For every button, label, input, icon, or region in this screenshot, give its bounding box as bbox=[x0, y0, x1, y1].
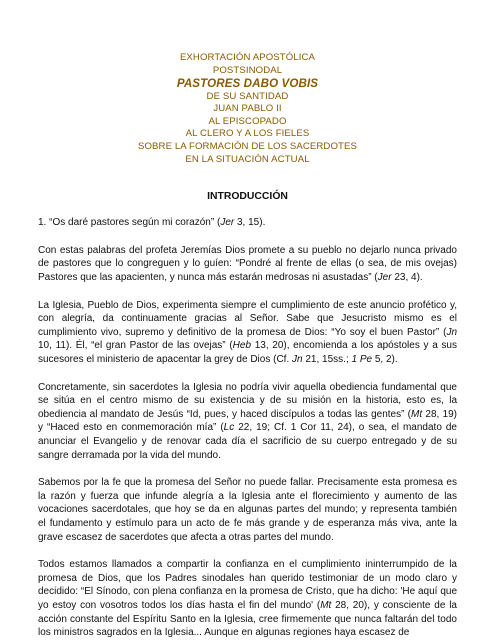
paragraph-4 bbox=[38, 381, 457, 463]
p6-text-a: Todos estamos llamados a compartir la confianza en el cumplimiento ininterrumpido de la promesa de Dios, que los Padres sinodales han querido testimoniar de un modo claro y decidido: “El Sínodo, con plena confianza en la promesa de Cristo, que ha dicho: 'He aquí que yo estoy con vosotros todos los días hasta el fin del mundo' ( bbox=[38, 559, 457, 611]
p2-text-a: Con estas palabras del profeta Jeremías Dios promete a su pueblo no dejarlo nunca privado de pastores que lo congreguen y lo guíen: “Pondré al frente de ellas (o sea, de mis ovejas) Pastores que las apacienten, y nunca más estarán medrosas ni asustadas” ( bbox=[38, 244, 457, 284]
p3-text-d: 21, 15ss.; bbox=[302, 354, 352, 365]
paragraph-2 bbox=[38, 244, 457, 285]
header-line-postsinodal: POSTSINODAL bbox=[212, 64, 283, 76]
p1-text-b: 3, 15). bbox=[234, 217, 266, 229]
header-line-exhortation: EXHORTACIÓN APOSTÓLICA bbox=[179, 52, 316, 63]
p3-ref-1pe: 1 Pe bbox=[351, 354, 373, 365]
p6-text-b: 28, 20), y consciente de la acción constante del Espíritu Santo en la Iglesia, cree firmemente que nunca faltarán del todo los ministros sagrados en la Iglesia... Aunque en algunas regiones haya escasez de bbox=[38, 599, 457, 639]
p4-ref-mt: Mt bbox=[411, 408, 423, 420]
header-line-clero: AL CLERO Y A LOS FIELES bbox=[185, 128, 310, 140]
p2-text-b: 23, 4). bbox=[391, 272, 423, 284]
p3-ref-heb: Heb bbox=[232, 340, 252, 352]
p6-ref-mt: Mt bbox=[320, 599, 332, 611]
p3-text-b: 10, 11). Él, “el gran Pastor de las ovejas” ( bbox=[38, 340, 233, 352]
p1-text-a: 1. “Os daré pastores según mi corazón” ( bbox=[38, 217, 221, 229]
document-header bbox=[38, 52, 457, 166]
p3-ref-jn-21: Jn bbox=[292, 354, 303, 365]
p5-text-a: Sabemos por la fe que la promesa del Señor no puede fallar. Precisamente esta promesa es la razón y fuerza que infunde alegría a la Iglesia ante el florecimiento y aumento de las vocaciones sacerdotales, que hoy se da en algunas partes del mundo; y representa también el fundamento y estímulo para un acto de fe más grande y de esperanza más viva, ante la grave escasez de sacerdotes que afecta a otras partes del mundo. bbox=[38, 477, 457, 543]
p3-text-a: La Iglesia, Pueblo de Dios, experimenta siempre el cumplimiento de este anuncio profético y, con alegría, da continuamente gracias al Señor. Sabe que Jesucristo mismo es el cumplimiento vivo, supremo y definitivo de la promesa de Dios: “Yo soy el buen Pastor” ( bbox=[38, 299, 457, 338]
paragraph-6 bbox=[38, 558, 457, 640]
header-line-santidad: DE SU SANTIDAD bbox=[206, 90, 289, 102]
header-line-episcopado: AL EPISCOPADO bbox=[208, 115, 287, 127]
p4-text-b: 28, 19) y “Haced esto en conmemoración mía” ( bbox=[38, 408, 457, 434]
header-line-pope: JUAN PABLO II bbox=[213, 103, 282, 115]
p1-ref-jer: Jer bbox=[220, 217, 235, 229]
p3-text-c: 13, 20), encomienda a los apóstoles y a sus sucesores el ministerio de apacentar la grey de Dios (Cf. bbox=[38, 340, 457, 365]
document-title: PASTORES DABO VOBIS bbox=[176, 77, 319, 91]
p3-ref-jn: Jn bbox=[446, 326, 457, 338]
p4-text-c: 22, 19; Cf. 1 Cor 11, 24), o sea, el mandato de anunciar el Evangelio y de renovar cada día el sacrificio de su cuerpo entregado y de su sangre derramada por la vida del mundo. bbox=[38, 422, 457, 461]
paragraph-1 bbox=[38, 216, 457, 230]
header-line-situacion: EN LA SITUACIÓN ACTUAL bbox=[185, 153, 310, 165]
p4-ref-lc: Lc bbox=[223, 422, 235, 434]
p2-ref-jer: Jer bbox=[377, 272, 392, 284]
p4-text-a: Concretamente, sin sacerdotes la Iglesia no podría vivir aquella obediencia fundamental que se sitúa en el centro mismo de su existencia y de su misión en la historia, esto es, la obediencia al mandato de Jesús “Id, pues, y haced discípulos a todas las gentes” ( bbox=[38, 381, 457, 420]
paragraph-3 bbox=[38, 299, 457, 367]
paragraph-5 bbox=[38, 476, 457, 544]
section-title: INTRODUCCIÓN bbox=[207, 191, 288, 203]
p3-text-e: 5, 2). bbox=[372, 354, 398, 365]
header-line-formacion: SOBRE LA FORMACIÓN DE LOS SACERDOTES bbox=[138, 141, 357, 153]
